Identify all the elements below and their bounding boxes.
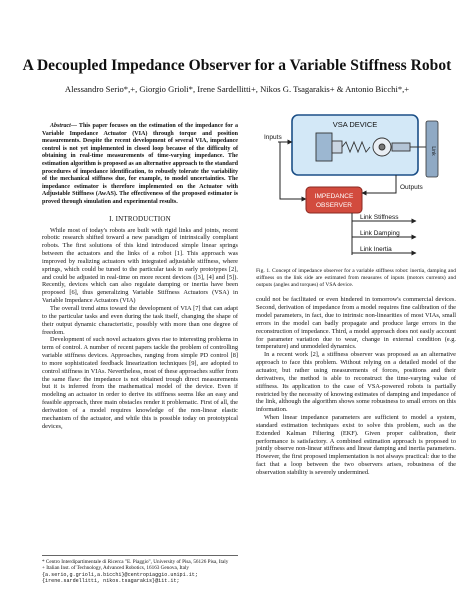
right-paragraph-2: In a recent work [2], a stiffness observer was proposed as an alternative approach to face this problem. Without relying on a detailed model of the actuator, but rather using measurements of forces, positions and their derivatives, the method is able to reconstruct the time-varying value of stiffness. Its application to the case of VSA-powered robots is partially restricted by the necessity of knowing estimates of damping and impedance of the link, although the algorithm shows some robustness to small errors on this information. bbox=[256, 351, 456, 414]
right-column bbox=[256, 109, 456, 477]
observer-label-line1: IMPEDANCE bbox=[314, 193, 354, 200]
figure-impedance-observer bbox=[256, 109, 456, 264]
figure-caption: Fig. 1. Concept of impedance observer for a variable stiffness robot: inertia, damping and stiffness on the link side are estimated from measures of inputs (motors currents) and outputs (angles and torques) of VSA device. bbox=[256, 268, 456, 288]
right-paragraph-1: could not be facilitated or even hindered in tomorrow's commercial devices. Second, derivation of impedance from a model requires fine calibration of the model parameters, in fact, due to intrinsic non-linearities of most VIAs, small errors in the model can badly propagate and produce large errors in the reconstruction of impedance. Third, a model approach does not easily account for parameter variation due to wear, change in external condition (e.g. temperature) and unmodeled dynamics. bbox=[256, 296, 456, 351]
left-column bbox=[42, 123, 238, 430]
abstract-text: — This paper focuses on the estimation of the impedance for a Variable Impedance Actuator (VIA) through torque and position measurements. Despite the recent development of several VIA, impedance control is not yet implemented in closed loop because of the difficulty of obtaining in real-time measurements of time-varying impedance. The estimation algorithm is proposed as an alternative approach to the standard procedures of impedance identification, to robustly tolerate the variability of the mechanical stiffness due, for example, to model uncertainties. The impedance estimator is therefore implemented on the Actuator with Adjustable Stiffness (AwAS). The effectiveness of the proposed estimator is proved through simulation and experimental results. bbox=[42, 123, 238, 205]
footnote-affiliation-2: + Italian Inst. of Technology, Advanced Robotics, 16163 Genova, Italy bbox=[42, 565, 189, 572]
link-stiffness-label: Link Stiffness bbox=[360, 214, 399, 221]
intro-paragraph-1: While most of today's robots are built with rigid links and joints, recent robotic research shifted toward a new paradigm of intrinsically compliant robots. The first solutions of this kind introduced simple linear springs between the actuators and the links of a robot [1]. This approach was improved by realizing actuators with integrated adjustable stiffness, where springs, which could be tuned to the particular task in early prototypes [2], and could be adjusted in real-time on more recent devices ([3], [4] and [5]). Recently, devices which can also regulate damping or inertia have been proposed [6], thus generalizing Variable Stiffness Actuators (VSA) in Variable Impedance Actuators (VIA) bbox=[42, 226, 238, 305]
abstract-label: Abstract bbox=[50, 123, 71, 129]
link-damping-label: Link Damping bbox=[360, 230, 400, 237]
paper-title: A Decoupled Impedance Observer for a Variable Stiffness Robot bbox=[22, 57, 452, 74]
inputs-label: Inputs bbox=[264, 134, 282, 141]
section-heading: I. INTRODUCTION bbox=[109, 214, 171, 223]
vsa-device-label: VSA DEVICE bbox=[332, 120, 378, 129]
impedance-observer-box bbox=[306, 187, 362, 213]
footnote-email-2: {irene.sardellitti, nikos.tsagarakis}@iit.it; bbox=[42, 577, 180, 584]
link-inertia-label: Link Inertia bbox=[360, 246, 392, 253]
right-paragraph-3: When linear impedance parameters are sufficient to model a system, standard estimation techniques exist to solve this problem, such as the Extended Kalman Filtering (EKF). Given proper calibration, their performance is satisfactory. A combined estimation approach is proposed to jointly observe non-linear stiffness and linear damping and inertia parameters. However, the first proposed implementation is not always practical: due to the fact that a loop between the two observers arises, robustness of the observation stability is severely undermined. bbox=[256, 414, 456, 476]
author-list: Alessandro Serio*,+, Giorgio Grioli*, Irene Sardellitti+, Nikos G. Tsagarakis+ & Antonio Bicchi*,+ bbox=[64, 84, 410, 94]
intro-paragraph-3: Development of such novel actuators gives rise to interesting problems in term of control. A number of recent papers tackle the problem of controlling variable stiffness devices. Approaches, ranging from simple PD control [8] to more sophisticated feedback linearization techniques [9], are adopted to control stiffness in VIAs. Nevertheless, most of these approaches suffer from the same flaw: the impedance is not obtained trough direct measurements but it is inferred from the mathematical model of the device. Even if modeling an actuator in order to derive its stiffness seems like an easy and feasible approach, three main obstacles render it problematic. First of all, the derivation of a model requires knowledge of the non-linear elastic mechanism of the actuator, and while this is possible today on prototypical devices, bbox=[42, 336, 238, 430]
right-text-block bbox=[256, 296, 456, 476]
abstract bbox=[42, 123, 238, 207]
intro-paragraph-2: The overall trend aims toward the development of VIA [7] that can adapt to the particular tasks and even during the task itself, changing the shape of their output dynamic characteristic, possibly with more than one degree of freedom. bbox=[42, 304, 238, 336]
footnotes bbox=[42, 555, 238, 584]
outputs-label: Outputs bbox=[400, 184, 423, 191]
footnote-affiliation-1: * Centro Interdipartimentale di Ricerca "E. Piaggio", University of Pisa, 56126 Pisa, Italy bbox=[42, 559, 229, 565]
link-side-label: Link bbox=[430, 146, 436, 156]
link-arm-icon bbox=[426, 121, 438, 177]
figure-diagram bbox=[256, 109, 456, 264]
footnote-email-1: {a.serio,g.grioli,a.bicchi}@centropiaggio.unipi.it; bbox=[42, 571, 198, 578]
observer-label-line2: OBSERVER bbox=[315, 202, 353, 209]
